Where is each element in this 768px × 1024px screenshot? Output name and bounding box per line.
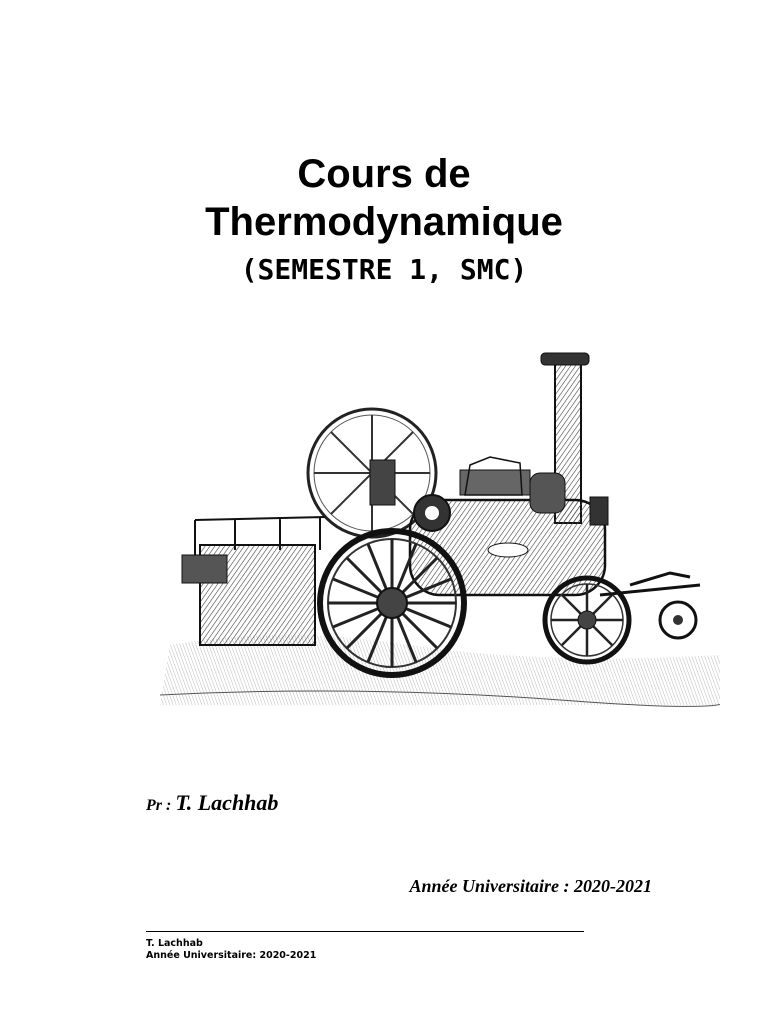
author-prefix: Pr : xyxy=(146,797,172,814)
subtitle: (SEMESTRE 1, SMC) xyxy=(240,253,528,286)
page-footer xyxy=(146,938,316,962)
title-line-2: Thermodynamique xyxy=(205,200,563,244)
title-line-1: Cours de xyxy=(297,152,471,196)
footer-academic-year: Année Universitaire: 2020-2021 xyxy=(146,950,317,961)
footer-author: T. Lachhab xyxy=(146,938,203,949)
academic-year: Année Universitaire : 2020-2021 xyxy=(409,876,652,896)
steam-traction-engine-icon xyxy=(160,345,720,715)
footer-divider xyxy=(146,931,584,932)
author xyxy=(146,790,278,816)
author-name: T. Lachhab xyxy=(175,790,279,815)
